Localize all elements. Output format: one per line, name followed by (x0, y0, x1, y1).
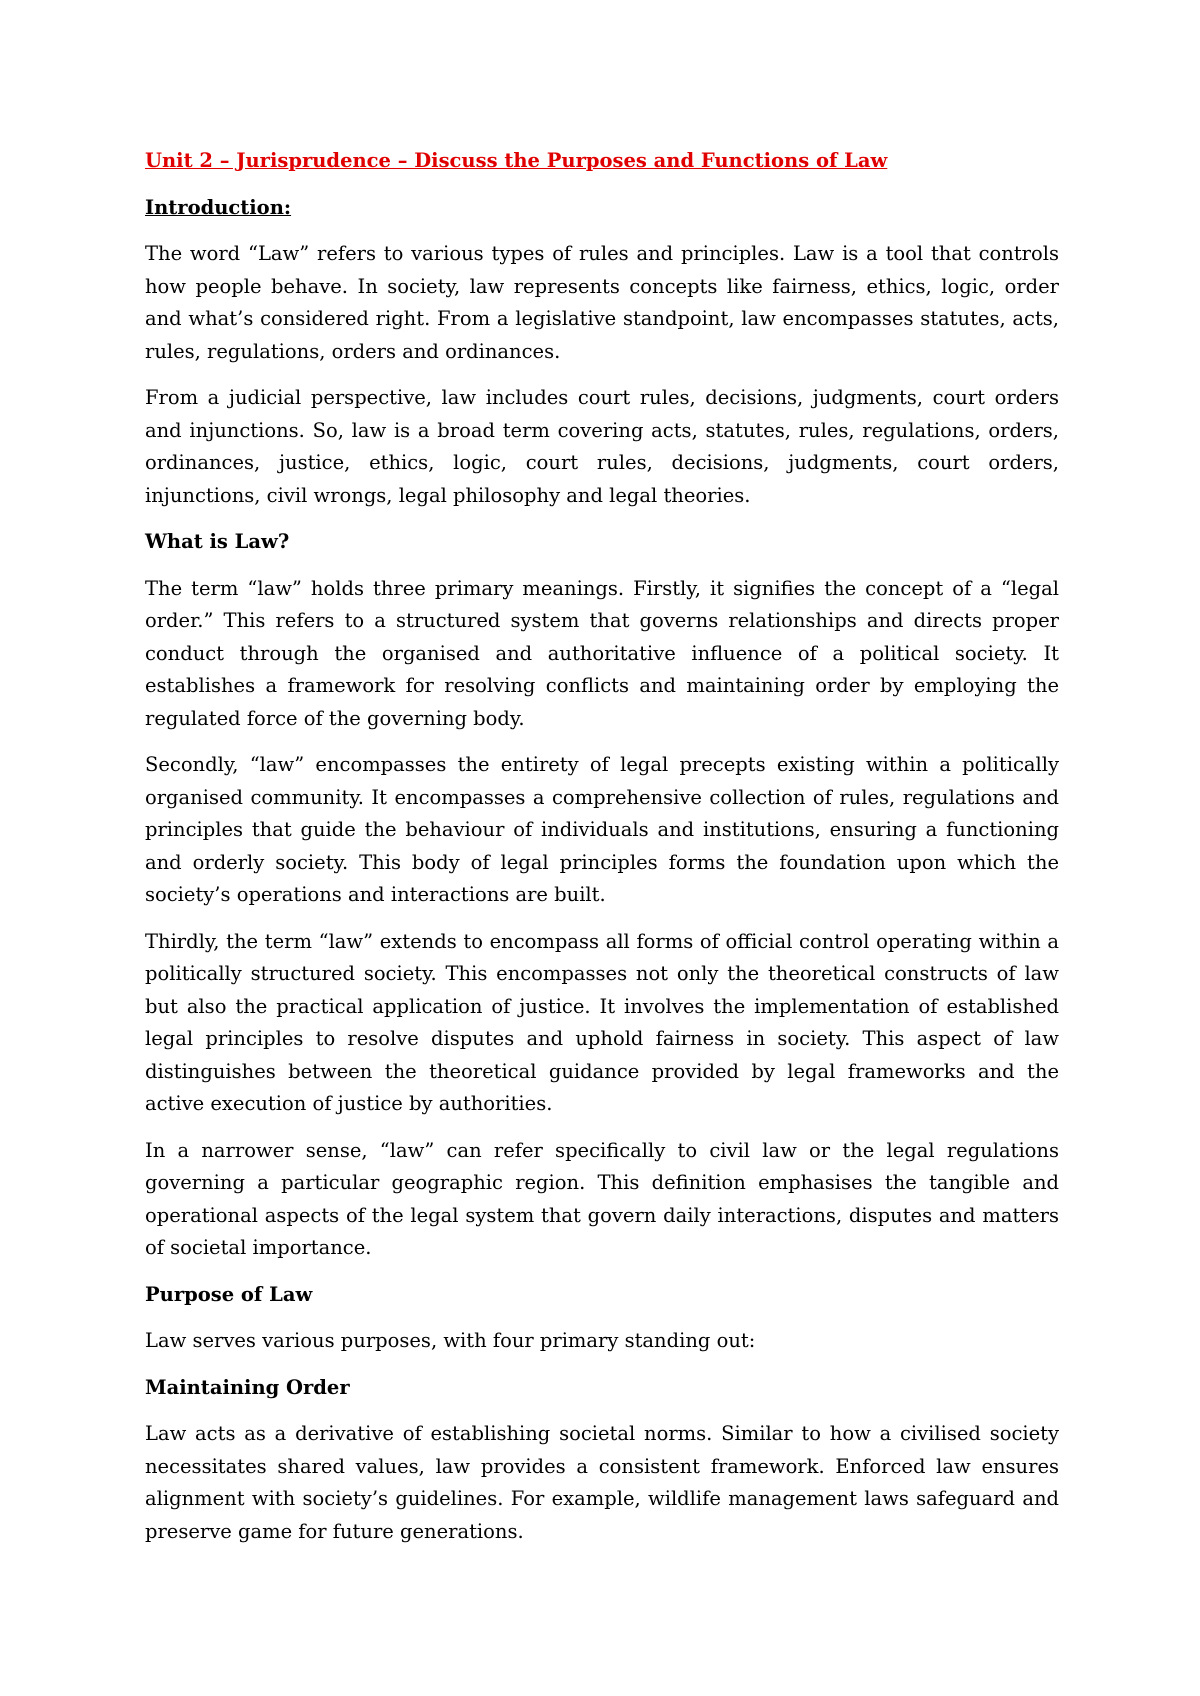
document-page (145, 145, 1059, 1562)
what-is-law-paragraph-2: Secondly, “law” encompasses the entirety of legal precepts existing within a politically organised community. It encompasses a comprehensive collection of rules, regulations and principles that guide the behaviour of individuals and institutions, ensuring a functioning and orderly society. This body of legal principles forms the foundation upon which the society’s operations and interactions are built. (145, 753, 1059, 906)
what-is-law-heading: What is Law? (145, 530, 290, 553)
maintaining-order-heading: Maintaining Order (145, 1375, 350, 1399)
introduction-paragraph-1: The word “Law” refers to various types of rules and principles. Law is a tool that controls how people behave. In society, law represents concepts like fairness, ethics, logic, order and what’s considered right. From a legislative standpoint, law encompasses statutes, acts, rules, regulations, orders and ordinances. (145, 242, 1059, 363)
introduction-heading: Introduction: (145, 195, 292, 219)
document-title: Unit 2 – Jurisprudence – Discuss the Purposes and Functions of Law (145, 149, 888, 172)
purpose-of-law-paragraph: Law serves various purposes, with four primary standing out: (145, 1329, 756, 1352)
maintaining-order-paragraph: Law acts as a derivative of establishing societal norms. Similar to how a civilised society necessitates shared values, law provides a consistent framework. Enforced law ensures alignment with society’s guidelines. For example, wildlife management laws safeguard and preserve game for future generations. (145, 1422, 1059, 1543)
purpose-of-law-heading: Purpose of Law (145, 1282, 313, 1306)
what-is-law-paragraph-3: Thirdly, the term “law” extends to encompass all forms of official control operating within a politically structured society. This encompasses not only the theoretical constructs of law but also the practical application of justice. It involves the implementation of established legal principles to resolve disputes and uphold fairness in society. This aspect of law distinguishes between the theoretical guidance provided by legal frameworks and the active execution of justice by authorities. (145, 929, 1059, 1115)
what-is-law-paragraph-4: In a narrower sense, “law” can refer specifically to civil law or the legal regulations governing a particular geographic region. This definition emphasises the tangible and operational aspects of the legal system that govern daily interactions, disputes and matters of societal importance. (145, 1138, 1059, 1259)
introduction-paragraph-2: From a judicial perspective, law includes court rules, decisions, judgments, court orders and injunctions. So, law is a broad term covering acts, statutes, rules, regulations, orders, ordinances, justice, ethics, logic, court rules, decisions, judgments, court orders, injunctions, civil wrongs, legal philosophy and legal theories. (145, 386, 1059, 507)
what-is-law-paragraph-1: The term “law” holds three primary meanings. Firstly, it signifies the concept of a “legal order.” This refers to a structured system that governs relationships and directs proper conduct through the organised and authoritative influence of a political society. It establishes a framework for resolving conflicts and maintaining order by employing the regulated force of the governing body. (145, 576, 1059, 730)
